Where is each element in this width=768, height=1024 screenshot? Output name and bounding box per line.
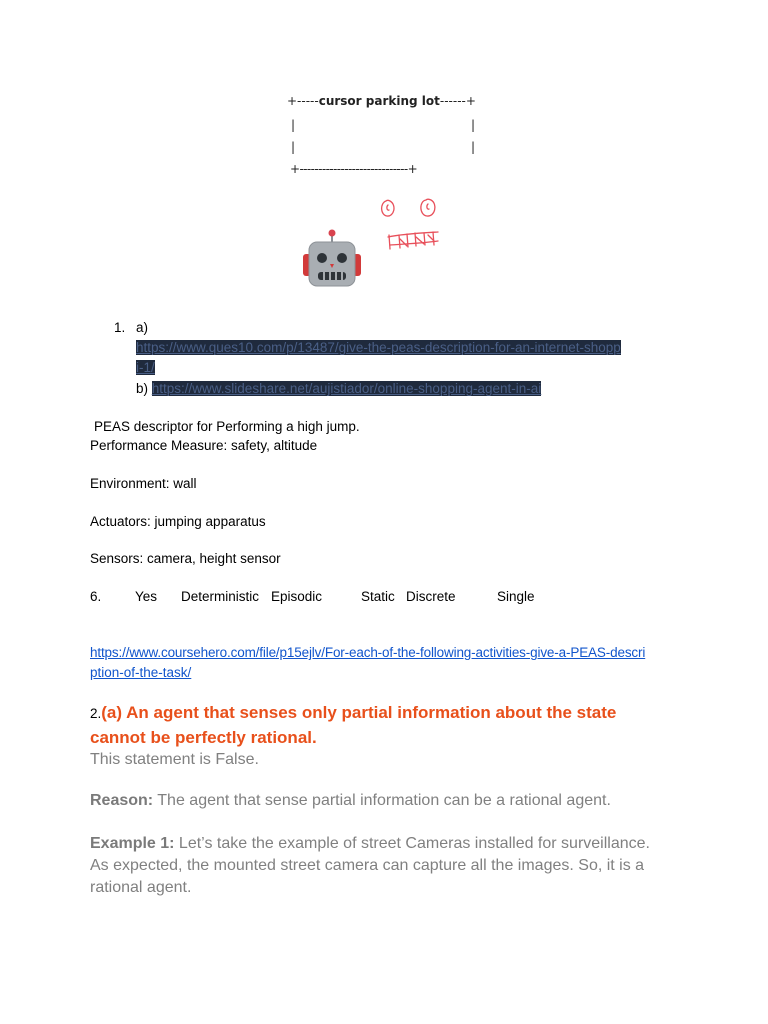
q2-heading-line2: cannot be perfectly rational. <box>90 728 317 747</box>
peas-heading: PEAS descriptor for Performing a high jump. <box>94 419 360 434</box>
q2-example-line2: As expected, the mounted street camera can capture all the images. So, it is a <box>90 857 645 874</box>
row6-episodic: Episodic <box>271 589 323 604</box>
peas-environment: Environment: wall <box>90 476 197 491</box>
link-slideshare[interactable]: https://www.slideshare.net/aujistiador/online-shopping-agent-in-ai <box>151 381 542 396</box>
row6-static: Static <box>361 589 395 604</box>
q2-heading-line1 <box>90 703 616 723</box>
parking-lot-right-bar-1: | <box>471 118 476 132</box>
parking-lot-right-bar-2: | <box>471 140 476 154</box>
list-item-b <box>136 381 541 396</box>
link-coursehero-continued[interactable]: ption-of-the-task/ <box>90 665 192 680</box>
link-ques10-line1[interactable]: https://www.ques10.com/p/13487/give-the-peas-description-for-an-internet-shopp <box>136 340 621 355</box>
parking-lot-left-bar-1: | <box>291 118 296 132</box>
peas-performance: Performance Measure: safety, altitude <box>90 438 318 453</box>
list-item-b-label: b) <box>136 381 149 396</box>
parking-lot-top-prefix: +----- <box>287 94 319 108</box>
q2-example-line3: rational agent. <box>90 879 192 896</box>
row6-deterministic: Deterministic <box>181 589 260 604</box>
list-number-1: 1. <box>114 320 126 335</box>
peas-actuators: Actuators: jumping apparatus <box>90 514 266 529</box>
link-ques10-continued[interactable] <box>136 360 155 375</box>
parking-lot-left-bar-2: | <box>291 140 296 154</box>
sketch-face-icon <box>376 195 446 262</box>
link-ques10[interactable] <box>136 340 621 355</box>
list-item-a-label: a) <box>136 320 149 335</box>
row6-number: 6. <box>90 589 102 604</box>
link-ques10-line2[interactable]: i-1/ <box>136 360 155 375</box>
q2-reason-label: Reason: <box>90 792 154 809</box>
parking-lot-top-suffix: ------+ <box>439 94 476 108</box>
robot-face-icon <box>301 228 363 293</box>
row6-single: Single <box>497 589 535 604</box>
q2-example-line1 <box>90 835 650 853</box>
q2-reason-text: The agent that sense partial information can be a rational agent. <box>153 792 611 809</box>
q2-example-text1: Let’s take the example of street Cameras installed for surveillance. <box>174 835 650 852</box>
q2-statement: This statement is False. <box>90 751 259 768</box>
q2-reason <box>90 792 611 810</box>
q2-question: (a) An agent that senses only partial information about the state <box>101 703 617 722</box>
row6-yes: Yes <box>135 589 158 604</box>
peas-sensors: Sensors: camera, height sensor <box>90 551 281 566</box>
parking-lot-title: cursor parking lot <box>318 94 440 108</box>
link-coursehero[interactable]: https://www.coursehero.com/file/p15ejlv/For-each-of-the-following-activities-give-a-PEAS-descri <box>90 645 646 660</box>
q2-example-label: Example 1: <box>90 835 175 852</box>
parking-lot-top <box>287 94 476 108</box>
row6-discrete: Discrete <box>406 589 456 604</box>
q2-number: 2. <box>90 706 102 721</box>
parking-lot-bottom: +-----------------------------+ <box>290 162 418 176</box>
